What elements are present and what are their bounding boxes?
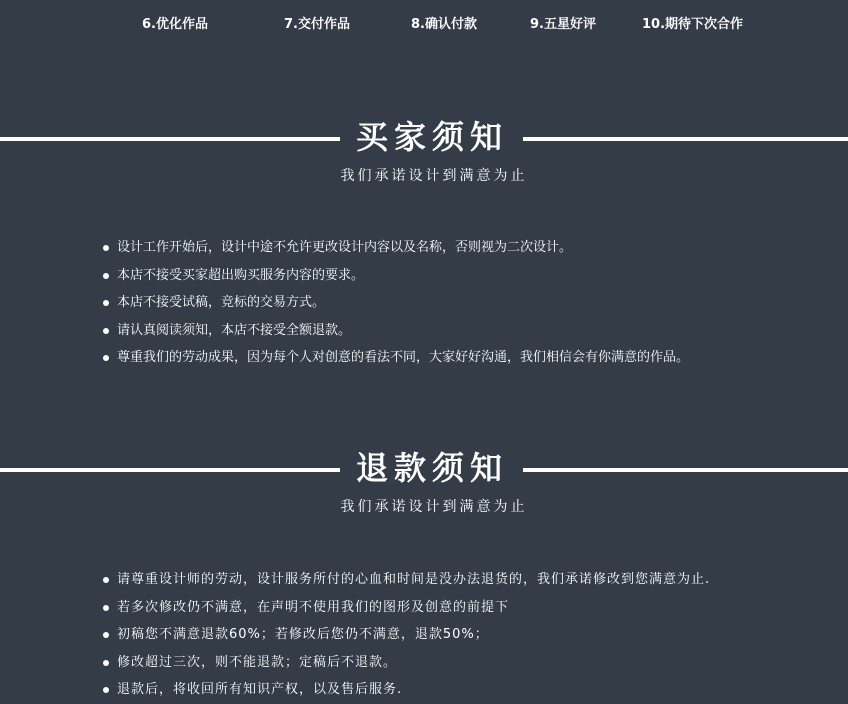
bullet-dot: [103, 273, 109, 279]
bullet-dot: [103, 245, 109, 251]
step-next-cooperation: 10.期待下次合作: [642, 17, 744, 32]
divider-line-left: [0, 468, 340, 472]
bullet-dot: [103, 687, 109, 693]
buyer-notice-title: 买家须知: [355, 118, 508, 156]
divider-line-right: [523, 468, 848, 472]
step-deliver: 7.交付作品: [284, 17, 350, 32]
list-item-text: 请认真阅读须知，本店不接受全额退款。: [117, 322, 352, 338]
list-item-text: 初稿您不满意退款60%；若修改后您仍不满意，退款50%；: [117, 627, 489, 642]
bullet-dot: [103, 660, 109, 666]
list-item: [103, 289, 689, 317]
list-item: [103, 621, 710, 649]
step-optimize: 6.优化作品: [142, 17, 208, 32]
list-item-text: 本店不接受试稿，竞标的交易方式。: [117, 295, 326, 310]
list-item-text: 若多次修改仍不满意，在声明不使用我们的图形及创意的前提下: [117, 599, 510, 615]
list-item: [103, 344, 689, 372]
bullet-dot: [103, 328, 109, 334]
bullet-dot: [103, 577, 109, 583]
bullet-dot: [103, 632, 109, 638]
list-item-text: 设计工作开始后，设计中途不允许更改设计内容以及名称，否则视为二次设计。: [117, 240, 573, 255]
refund-notice-header: [0, 446, 848, 490]
buyer-notice-list: [103, 234, 689, 372]
refund-notice-title: 退款须知: [355, 449, 508, 487]
list-item: [103, 262, 689, 290]
step-five-star-review: 9.五星好评: [530, 17, 596, 32]
list-item-text: 退款后，将收回所有知识产权，以及售后服务.: [117, 682, 403, 697]
bullet-dot: [103, 605, 109, 611]
bullet-dot: [103, 300, 109, 306]
divider-line-left: [0, 137, 340, 141]
list-item: [103, 594, 710, 622]
bullet-dot: [103, 355, 109, 361]
list-item: [103, 566, 710, 594]
list-item-text: 尊重我们的劳动成果，因为每个人对创意的看法不同，大家好好沟通，我们相信会有你满意的作品。: [117, 350, 690, 365]
step-confirm-payment: 8.确认付款: [411, 17, 477, 32]
process-steps: [0, 0, 848, 50]
list-item: [103, 649, 710, 677]
list-item: [103, 676, 710, 704]
list-item-text: 修改超过三次，则不能退款；定稿后不退款。: [117, 654, 398, 670]
divider-line-right: [523, 137, 848, 141]
list-item: [103, 317, 689, 345]
refund-notice-subtitle: 我们承诺设计到满意为止: [340, 499, 528, 515]
list-item: [103, 234, 689, 262]
list-item-text: 请尊重设计师的劳动，设计服务所付的心血和时间是没办法退货的，我们承诺修改到您满意为止.: [117, 572, 711, 587]
list-item-text: 本店不接受买家超出购买服务内容的要求。: [117, 267, 365, 283]
buyer-notice-subtitle: 我们承诺设计到满意为止: [340, 168, 528, 184]
buyer-notice-header: [0, 115, 848, 159]
refund-notice-list: [103, 566, 710, 704]
